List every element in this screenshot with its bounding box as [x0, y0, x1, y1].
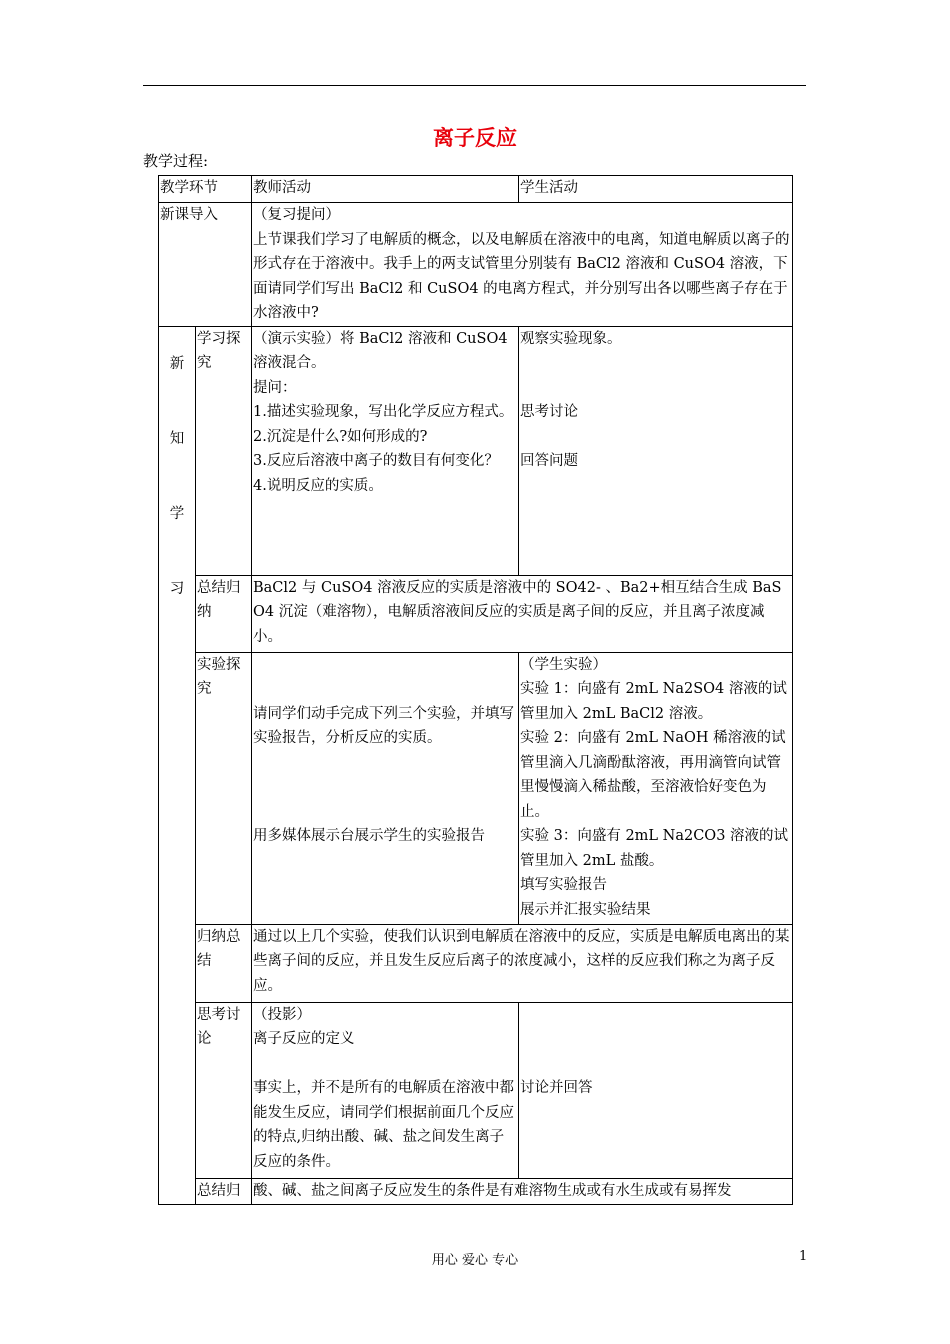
header-rule [143, 85, 806, 86]
page-footer: 用心 爱心 专心 [431, 1253, 519, 1268]
table-row [159, 203, 793, 327]
substage-cell: 归纳总结 [196, 924, 252, 1002]
process-label: 教学过程: [143, 152, 209, 170]
student-cell: （学生实验） 实验 1：向盛有 2mL Na2SO4 溶液的试管里加入 2mL BaCl2 溶液。 实验 2：向盛有 2mL NaOH 稀溶液的试管里滴入几滴酚酞溶液，再用滴管向试管里慢慢滴入稀盐酸，至溶液恰好变色为止。 实验 3：向盛有 2mL Na2CO3 溶液的试管里加入 2mL 盐酸。 填写实验报告 展示并汇报实验结果 [519, 652, 793, 924]
teacher-cell: （演示实验）将 BaCl2 溶液和 CuSO4 溶液混合。 提问： 1.描述实验现象，写出化学反应方程式。 2.沉淀是什么?如何形成的? 3.反应后溶液中离子的数目有何变化？ 4.说明反应的实质。 [252, 326, 519, 575]
substage-cell: 总结归纳 [196, 575, 252, 652]
student-cell: 讨论并回答 [519, 1002, 793, 1178]
page-number: 1 [799, 1249, 808, 1264]
lesson-table [158, 175, 793, 1205]
student-cell: 观察实验现象。 思考讨论 回答问题 [519, 326, 793, 575]
teacher-cell: 请同学们动手完成下列三个实验，并填写实验报告，分析反应的实质。 用多媒体展示台展示学生的实验报告 [252, 652, 519, 924]
stage-cell: 新课导入 [159, 203, 252, 327]
header-teacher: 教师活动 [252, 176, 519, 203]
table-row [159, 1002, 793, 1178]
substage-cell: 学习探究 [196, 326, 252, 575]
merged-cell: 通过以上几个实验，使我们认识到电解质在溶液中的反应，实质是电解质电离出的某些离子间的反应，并且发生反应后离子的浓度减小，这样的反应我们称之为离子反应。 [252, 924, 793, 1002]
merged-cell: 酸、碱、盐之间离子反应发生的条件是有难溶物生成或有水生成或有易挥发 [252, 1178, 793, 1204]
substage-cell: 思考讨论 [196, 1002, 252, 1178]
merged-cell: BaCl2 与 CuSO4 溶液反应的实质是溶液中的 SO42- 、Ba2+相互结合生成 BaSO4 沉淀（难溶物），电解质溶液间反应的实质是离子间的反应，并且离子浓度减小。 [252, 575, 793, 652]
teacher-cell: （投影） 离子反应的定义 事实上，并不是所有的电解质在溶液中都能发生反应，请同学们根据前面几个反应的特点,归纳出酸、碱、盐之间发生离子反应的条件。 [252, 1002, 519, 1178]
teacher-cell: （复习提问） 上节课我们学习了电解质的概念，以及电解质在溶液中的电离，知道电解质以离子的形式存在于溶液中。我手上的两支试管里分别装有 BaCl2 溶液和 CuSO4 溶液，下面请同学们写出 BaCl2 和 CuSO4 的电离方程式，并分别写出各以哪些离子存在于水溶液中? [252, 203, 793, 327]
group-label: 新 知 学 习 [159, 326, 196, 1204]
header-stage: 教学环节 [159, 176, 252, 203]
substage-cell: 总结归 [196, 1178, 252, 1204]
substage-cell: 实验探究 [196, 652, 252, 924]
table-row [159, 326, 793, 575]
page-title: 离子反应 [433, 126, 517, 150]
table-row [159, 1178, 793, 1204]
table-row [159, 924, 793, 1002]
table-row [159, 575, 793, 652]
table-row [159, 652, 793, 924]
header-student: 学生活动 [519, 176, 793, 203]
table-header-row [159, 176, 793, 203]
